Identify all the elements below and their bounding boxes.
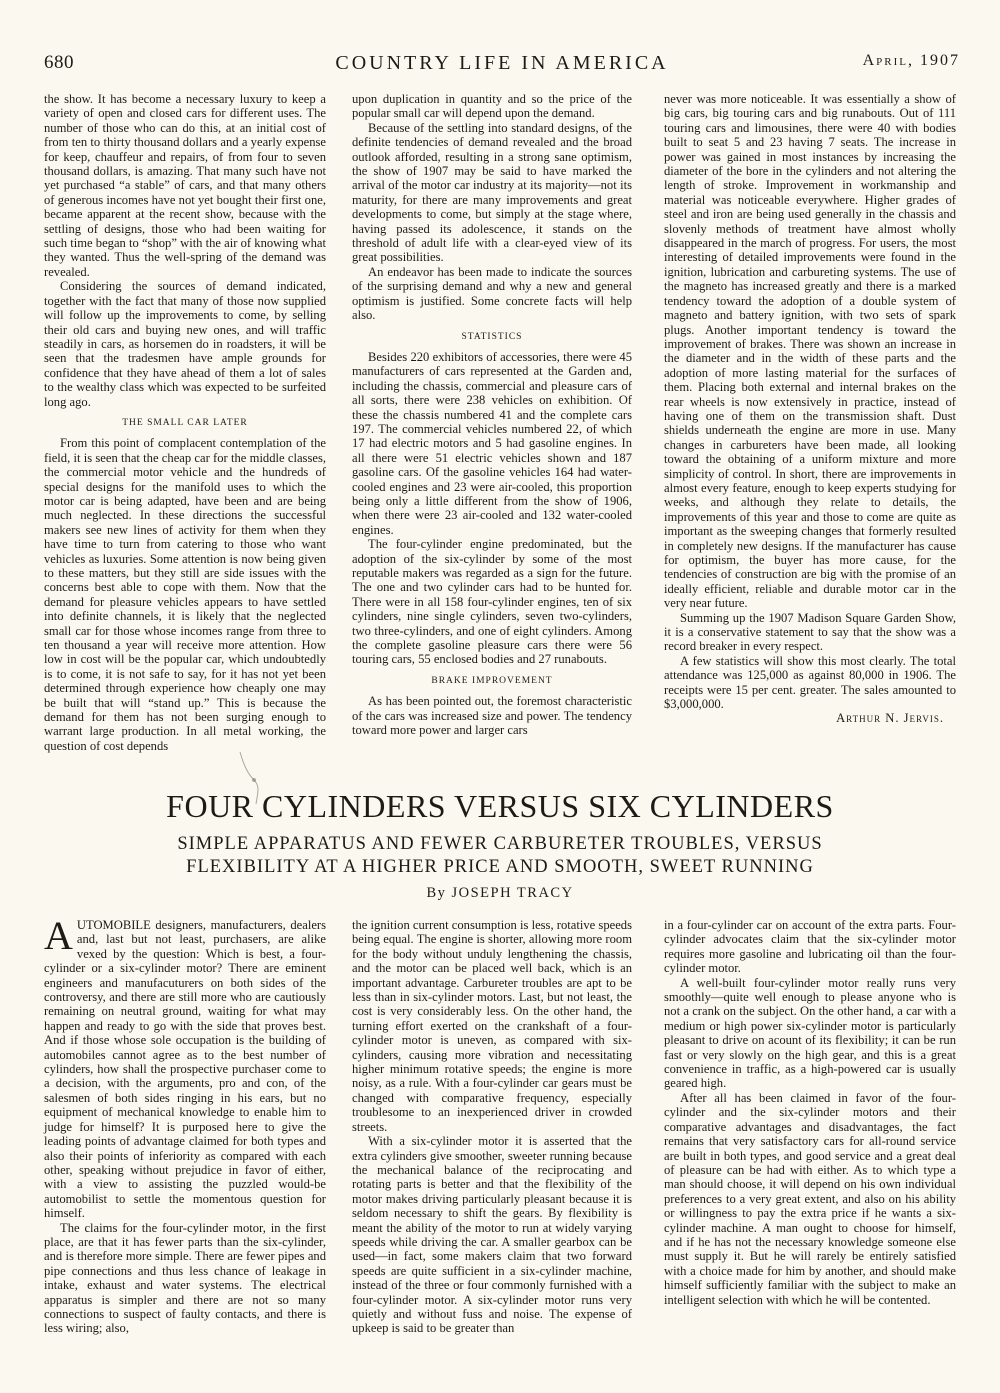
paragraph: A well-built four-cylinder motor really runs very smoothly—quite well enough to please anyone who is not a crank on the subject. On the other hand, a car with a medium or high power six-cylinder motor is particularly pleasant to drive on acount of its flexibility; it can be run fast or very slowly on the high gear, and this is a great convenience in traffic, as a high-powered car is usually geared high. (664, 975, 956, 1091)
paragraph: An endeavor has been made to indicate the sources of the surprising demand and why a new and general optimism is justified. Some concrete facts will help also. (352, 264, 632, 323)
paragraph: in a four-cylinder car on account of the extra parts. Four-cylinder advocates claim that the six-cylinder motor requires more gasoline and lubricating oil than the four-cylinder motor. (664, 918, 956, 976)
issue-date: April, 1907 (862, 52, 960, 69)
paragraph: With a six-cylinder motor it is asserted that the extra cylinders give smoother, sweeter running because the mechanical balance of the reciprocating and rotating parts is better and that the flexibility of the motor makes driving particularly pleasant because it is seldom necessary to shift the gears. By flexibility is meant the ability of the motor to run at widely varying speeds while driving the car. A smaller gearbox can be used—in fact, some makers claim that two forward speeds are quite sufficient in a six-cylinder machine, instead of the three or four commonly furnished with a four-cylinder motor. A six-cylinder motor runs very quietly and without fuss and noise. The expense of upkeep is said to be greater than (352, 1134, 632, 1336)
article2-column-2 (352, 918, 632, 1336)
section-heading-statistics: STATISTICS (461, 331, 523, 342)
article-title: FOUR CYLINDERS VERSUS SIX CYLINDERS (166, 788, 834, 824)
paragraph: A few statistics will show this most clearly. The total attendance was 125,000 as against 80,000 in 1906. The receipts were 15 per cent. greater. The sales amounted to $3,000,000. (664, 653, 956, 712)
deck-line-1: SIMPLE APPARATUS AND FEWER CARBURETER TROUBLES, VERSUS (177, 834, 823, 854)
paragraph: Summing up the 1907 Madison Square Garden Show, it is a conservative statement to say that the show was a record breaker in every respect. (664, 610, 956, 654)
magazine-title: COUNTRY LIFE IN AMERICA (335, 52, 669, 74)
article-byline: By JOSEPH TRACY (426, 885, 574, 901)
paragraph: After all has been claimed in favor of the four-cylinder and the six-cylinder motors and their comparative advantages and disadvantages, the fact remains that very satisfactory cars for all-round service are built in both types, and good service and a great deal of pleasure can be had with either. As to which type a man should choose, it will depend on his own individual preferences to a very great extent, and also on his ability or willingness to pay the extra price if he wants a six-cylinder machine. A man ought to choose for himself, and if he has not the necessary knowledge someone else must supply it. But he will rarely be entirely satisfied with a choice made for him by another, and should make himself sufficiently familiar with the subject to make an intelligent selection with which he will be contented. (664, 1090, 956, 1307)
article1-column-1 (44, 92, 326, 753)
paragraph: the ignition current consumption is less, rotative speeds being equal. The engine is shorter, allowing more room for the body without unduly lengthening the chassis, and the motor can be placed well back, which is an important advantage. Carbureter troubles are apt to be less than in six-cylinder motors. Last, but not least, the cost is very considerably less. On the other hand, the turning effort exerted on the crankshaft of a four-cylinder motor is uneven, as compared with six-cylinders, causing more vibration and necessitating higher minimum rotative speeds; the engine is more noisy, as a rule. With a four-cylinder car gears must be changed with comparative frequency, especially troublesome to an inexperienced driver in crowded streets. (352, 918, 632, 1134)
paragraph: the show. It has become a necessary luxury to keep a variety of open and closed cars for different uses. The number of those who can do this, at an initial cost of from ten to thirty thousand dollars and a yearly expense for keep, chauffeur and repairs, of from four to seven thousand dollars, is amazing. That many such have not yet purchased “a stable” of cars, and that many others of generous incomes have not yet bought their first one, became apparent at the recent show, because with the settling of designs, those who had been waiting for such time began to “shop” with the air of knowing what they wanted. Thus the well-spring of the demand was revealed. (44, 92, 326, 279)
section-heading-small-car: THE SMALL CAR LATER (122, 417, 248, 428)
article-deck (44, 833, 956, 879)
article2-column-1 (44, 913, 326, 1336)
article1-column-2 (352, 92, 632, 737)
paragraph: upon duplication in quantity and so the price of the popular small car will depend upon the demand. (352, 92, 632, 121)
section-heading-brake: BRAKE IMPROVEMENT (431, 675, 553, 686)
paragraph: never was more noticeable. It was essentially a show of big cars, big touring cars and big runabouts. Out of 111 touring cars and limousines, there were 40 with bodies built to seat 5 and 23 having 7 seats. The increase in power was gained in most instances by increasing the diameter of the bore in the cylinders and not altering the length of stroke. Improvement in workmanship and material was noticeable everywhere. Higher grades of steel and iron are being used generally in the chassis and slovenly methods of treatment have almost wholly disappeared in the march of progress. For users, the most interesting of detailed improvements were found in the ignition, lubrication and carbureting systems. The use of the magneto has increased greatly and there is a marked tendency toward the adoption of a double system of magneto and battery ignition, with two sets of spark plugs. Another important tendency is toward the improvement of brakes. There was shown an increase in the diameter and in the width of these parts and the adoption of more lasting material for the surfaces of them. Placing both external and internal brakes on the rear wheels is now extensively in practice, instead of having one of them on the transmission shaft. Dust shields underneath the engine are more in use. Many changes in carbureters have been made, all looking toward the obtaining of a uniform mixture and more simplicity of control. In short, there are improvements in almost every feature, enough to keep experts studying for weeks, and although they relate to details, the improvements of this year and those to come are quite as important as the sweeping changes that formerly resulted in completely new designs. If the manufacturer has cause for optimism, the buyer has more cause, for the tendencies of construction are big with the promise of an ideally efficient, reliable and durable motor car in the very near future. (664, 92, 956, 611)
page-header (44, 52, 960, 82)
paragraph: From this point of complacent contemplation of the field, it is seen that the cheap car for the middle classes, the commercial motor vehicle and the hundreds of special designs for the manifold uses to which the motor car is being adapted, have been and are being much neglected. In these directions the successful makers see new lines of activity for them when they have time to turn from catering to those who want vehicles as luxuries. Some attention is now being given to these matters, but they still are side issues with the concerns best able to cope with them. Now that the demand for pleasure vehicles appears to have settled into definite channels, it is likely that the neglected small car for those whose incomes range from three to ten thousand a year will receive more attention. How low in cost will be the popular car, which undoubtedly is to come, it is not safe to say, for it has not yet been determined through experience how cheaply one may be built that will “stand up.” This is because the demand for them has not been surging enough to warrant large production. In all metal working, the question of cost depends (44, 436, 326, 753)
paragraph: The four-cylinder engine predominated, but the adoption of the six-cylinder by some of the most reputable makers was regarded as a sign for the future. The one and two cylinder cars had to be hunted for. There were in all 158 four-cylinder engines, ten of six cylinders, nine single cylinders, seven two-cylinders, two three-cylinders, and one of eight cylinders. Among the complete gasoline pleasure cars there were 56 touring cars, 55 enclosed bodies and 27 runabouts. (352, 537, 632, 667)
deck-line-2: FLEXIBILITY AT A HIGHER PRICE AND SMOOTH, SWEET RUNNING (186, 857, 814, 877)
paragraph: As has been pointed out, the foremost characteristic of the cars was increased size and power. The tendency toward more power and larger cars (352, 694, 632, 738)
drop-cap: A (44, 913, 73, 958)
article2-column-3 (664, 918, 956, 1307)
page-number: 680 (44, 52, 74, 73)
paragraph (44, 913, 326, 1221)
paragraph-text: UTOMOBILE designers, manufacturers, dealers and, last but not least, purchasers, are alike vexed by the question: Which is best, a four-cylinder or a six-cylinder motor? There are eminent engineers and manufacuturers on both sides of the controversy, and there are still more who are cautiously remaining on neutral ground, waiting for what may happen and ready to go with the side that proves best. And if those whose sole occupation is the building of automobiles cannot agree as to the best number of cylinders, how shall the prospective purchaser come to a decision, with the arguments, pro and con, of the salesmen of both sides ringing in his ears, but no equipment of mechanical knowledge to enable him to judge for himself? It is purposed here to give the leading points of advantage claimed for both types and also their points of inferiority as compared with each other, speaking without prejudice in favor of either, with a view to assisting the puzzled would-be automobilist to settle the momentous question for himself. (44, 918, 326, 1221)
paragraph: Besides 220 exhibitors of accessories, there were 45 manufacturers of cars represented at the Garden and, including the chassis, commercial and pleasure cars of all sorts, there were 238 vehicles on exhibition. Of these the chassis numbered 41 and the complete cars 197. The commercial vehicles numbered 22, of which 17 had electric motors and 5 had gasoline engines. In all there were 51 electric vehicles shown and 187 gasoline cars. Of the gasoline vehicles 164 had water-cooled engines and 23 were air-cooled, this proportion being only a little different from the show of 1906, when there were 23 air-cooled and 132 water-cooled engines. (352, 349, 632, 537)
author-signature: Arthur N. Jervis. (836, 711, 944, 726)
paragraph: Because of the settling into standard designs, of the definite tendencies of demand revealed and the broad outlook afforded, resulting in a strong sane optimism, the show of 1907 may be said to have marked the arrival of the motor car industry at its majority—not its maturity, for there are many improvements and great developments to come, but simply at the stage where, having passed its adolescence, it stands on the threshold of adult life with a clear-eyed view of its great possibilities. (352, 120, 632, 265)
paragraph: The claims for the four-cylinder motor, in the first place, are that it has fewer parts than the six-cylinder, and is therefore more simple. There are fewer pipes and pipe connections and thus less chance of leakage in intake, exhaust and water systems. The electrical apparatus is simpler and there are not so many connections to suspect of faulty contacts, and there is less wiring; also, (44, 1220, 326, 1336)
article1-column-3 (664, 92, 956, 726)
paragraph: Considering the sources of demand indicated, together with the fact that many of those now supplied will follow up the improvements to come, by selling their old cars and buying new ones, and will traffic steadily in cars, as horsemen do in roadsters, it will be seen that the tradesmen have ample grounds for confidence that they have ahead of them a lot of sales to the wealthy class which was expected to be surfeited long ago. (44, 279, 326, 409)
